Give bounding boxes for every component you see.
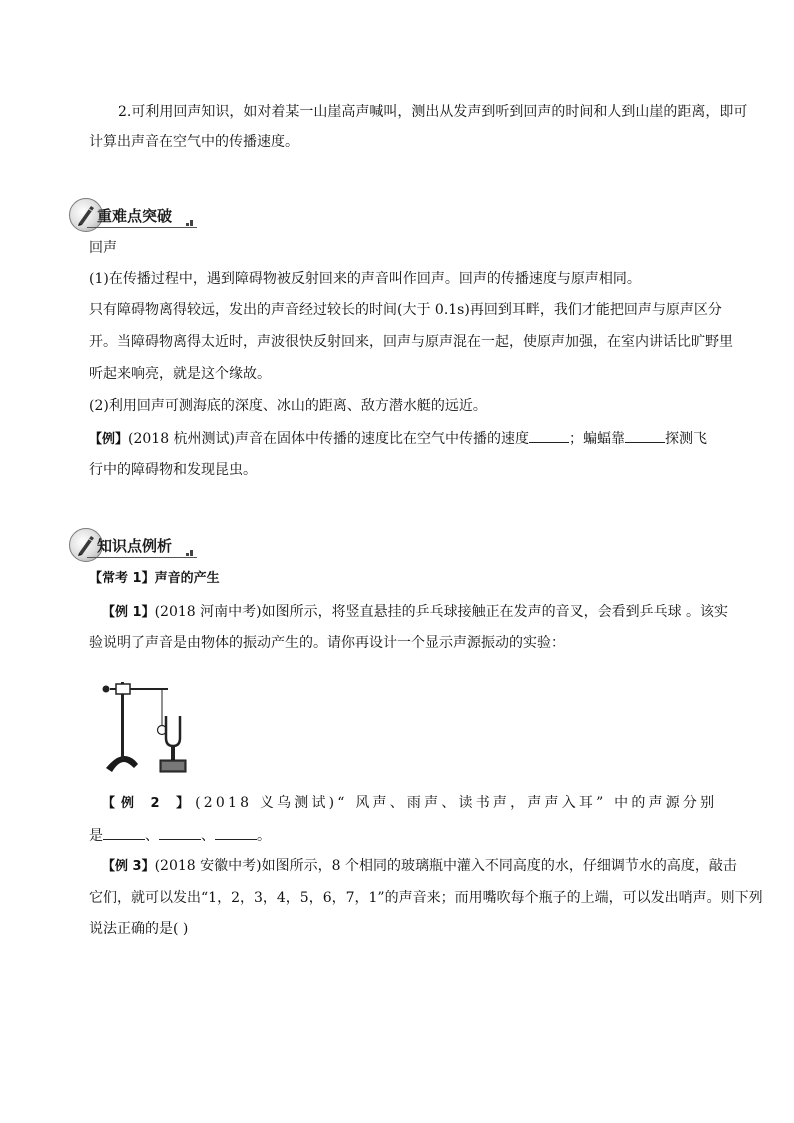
example-3-line-3: 说法正确的是( ): [89, 921, 189, 937]
example-3-line-2: 它们，就可以发出“1，2，3，4，5，6，7，1”的声音来；而用嘴吹每个瓶子的上端，可以发出哨声。则下列: [89, 890, 763, 906]
section-underline: [87, 557, 197, 558]
paragraph-1: (1)在传播过程中，遇到障碍物被反射回来的声音叫作回声。回声的传播速度与原声相同。: [89, 271, 641, 287]
paragraph-2-line-2: 开。当障碍物离得太近时，声波很快反射回来，回声与原声混在一起，使原声加强，在室内讲话比旷野里: [89, 334, 733, 350]
example-tag: 【例】: [89, 432, 129, 447]
example-3-tag: 【例 3】: [102, 859, 155, 874]
paragraph-2-line-1: 只有障碍物离得较远，发出的声音经过较长的时间(大于 0.1s)再回到耳畔，我们才能把回声与原声区分: [89, 302, 722, 318]
section-header-examples: [69, 528, 197, 562]
example-2-separator-1: 、: [145, 828, 159, 844]
example-1-line-1: [102, 603, 728, 622]
example-2-prefix: 是: [89, 828, 103, 844]
decorative-squares-icon: [186, 220, 195, 226]
example-1-tag: 【例 1】: [102, 605, 155, 620]
intro-line-2: 计算出声音在空气中的传播速度。: [89, 134, 299, 150]
tuning-fork-figure: [98, 668, 188, 780]
example-2-line-1: [102, 794, 717, 813]
answer-blank-5[interactable]: [215, 826, 257, 840]
example-3-line-1: [102, 857, 737, 876]
subsection-title: 声音的产生: [154, 571, 220, 586]
answer-blank-4[interactable]: [159, 826, 201, 840]
example-text-1: (2018 杭州测试)声音在固体中传播的速度比在空气中传播的速度: [128, 431, 530, 447]
answer-blank-2[interactable]: [625, 429, 665, 443]
section-header-key-points: [69, 198, 197, 232]
example-1-line-2: 验说明了声音是由物体的振动产生的。请你再设计一个显示声源振动的实验：: [89, 635, 565, 651]
section-underline: [87, 227, 197, 228]
paragraph-3: (2)利用回声可测海底的深度、冰山的距离、敌方潜水艇的远近。: [89, 398, 487, 414]
example-2-tag: 【例 2 】: [102, 796, 196, 811]
section-title: 知识点例析: [97, 537, 173, 555]
answer-blank-3[interactable]: [103, 826, 145, 840]
answer-blank-1[interactable]: [529, 429, 569, 443]
example-line-2: 行中的障碍物和发现昆虫。: [89, 462, 257, 478]
subsection-heading: [89, 569, 220, 588]
tuning-fork-apparatus-icon: [98, 668, 188, 776]
example-2-line-2: [89, 826, 271, 845]
example-2-separator-2: 、: [201, 828, 215, 844]
subsection-tag: 【常考 1】: [89, 571, 155, 586]
example-1-text: (2018 河南中考)如图所示，将竖直悬挂的乒乓球接触正在发声的音叉，会看到乒乓球 。该实: [154, 604, 729, 620]
section-title: 重难点突破: [97, 207, 173, 225]
intro-line-1: 2.可利用回声知识，如对着某一山崖高声喊叫，测出从发声到听到回声的时间和人到山崖的距离，即可: [118, 104, 748, 120]
topic-heading: 回声: [89, 240, 117, 256]
example-text-3: 探测飞: [665, 431, 708, 447]
example-text-2: ；蝙蝠靠: [569, 431, 626, 447]
example-2-end: 。: [257, 828, 271, 844]
example-line-1: [89, 429, 707, 449]
example-2-text: (2018 义乌测试)“ 风声、雨声、读书声，声声入耳” 中的声源分别: [195, 795, 718, 811]
decorative-squares-icon: [186, 550, 195, 556]
example-3-text: (2018 安徽中考)如图所示，8 个相同的玻璃瓶中灌入不同高度的水，仔细调节水的高度，敲击: [154, 858, 737, 874]
paragraph-2-line-3: 听起来响亮，就是这个缘故。: [89, 366, 271, 382]
